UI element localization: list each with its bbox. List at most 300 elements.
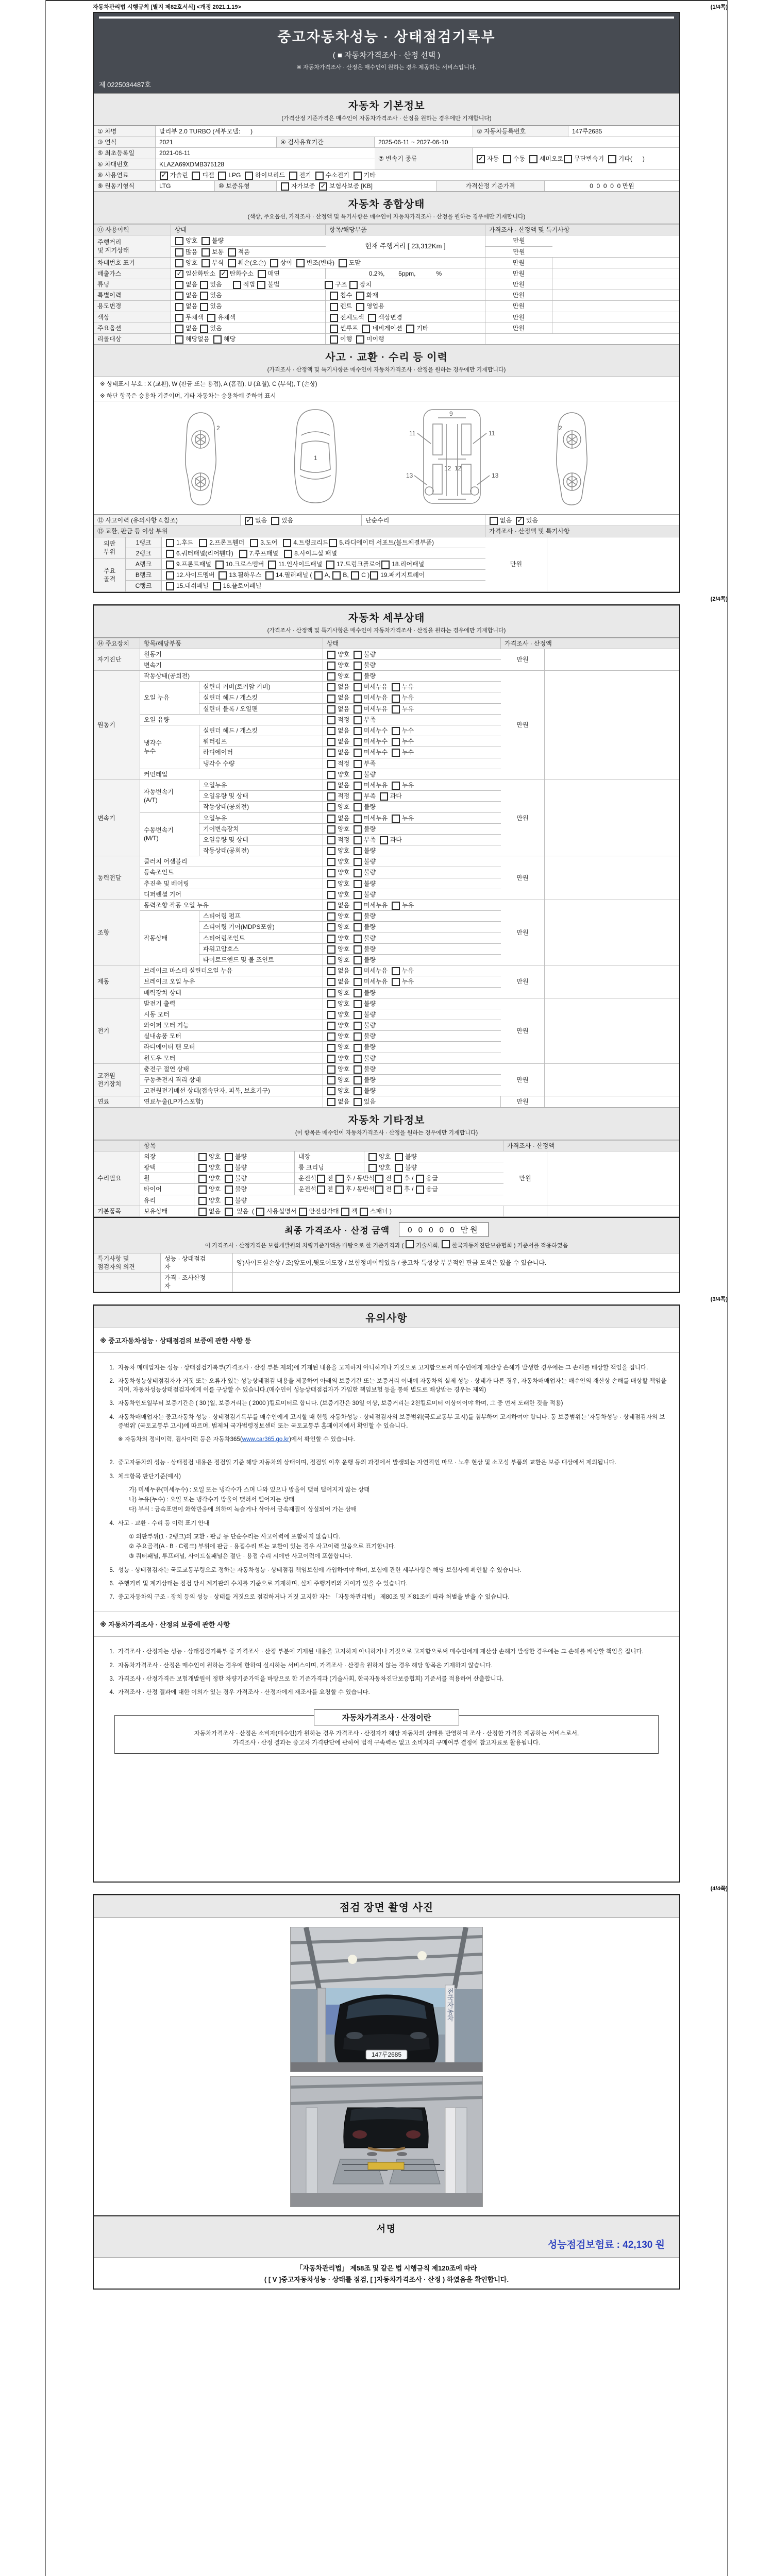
checkbox[interactable] xyxy=(228,259,236,267)
checkbox[interactable] xyxy=(198,1185,207,1194)
checkbox[interactable] xyxy=(381,561,390,569)
checkbox[interactable] xyxy=(175,325,183,333)
checkbox[interactable] xyxy=(327,1098,335,1106)
cell: 라디에이터 팬 모터 xyxy=(140,1041,323,1052)
checkbox[interactable] xyxy=(354,1011,362,1019)
cell: ⑧ 사용연료 xyxy=(94,170,156,180)
checkbox[interactable] xyxy=(213,335,222,344)
checkbox[interactable] xyxy=(192,172,200,180)
cell: 브레이크 오일 누유 xyxy=(140,976,323,987)
cell: 만원 xyxy=(485,323,552,333)
block-page1 xyxy=(93,12,680,593)
checkbox[interactable] xyxy=(354,1032,362,1041)
checkbox[interactable] xyxy=(327,836,335,844)
checkbox[interactable] xyxy=(166,539,174,547)
checkbox[interactable] xyxy=(198,1197,207,1205)
cell: 보유상태 xyxy=(140,1206,194,1216)
checkbox[interactable] xyxy=(327,1044,335,1052)
cell: 만원 xyxy=(485,235,552,246)
checkbox[interactable] xyxy=(199,539,207,547)
cell: 만원 xyxy=(485,290,552,300)
checkbox[interactable] xyxy=(327,1065,335,1074)
checkbox[interactable] xyxy=(327,792,335,801)
checkbox[interactable] xyxy=(354,651,362,659)
checkbox[interactable] xyxy=(317,1175,325,1183)
checkbox[interactable] xyxy=(228,248,236,257)
checkbox[interactable] xyxy=(281,182,289,191)
etc-info-header xyxy=(94,1108,679,1140)
checkbox[interactable] xyxy=(354,912,362,921)
notices-list-3 xyxy=(94,1637,679,1707)
car365-link[interactable]: www.car365.go.kr xyxy=(242,1436,290,1443)
cell xyxy=(503,1206,547,1216)
checkbox[interactable] xyxy=(354,705,362,714)
cell: 실내송풍 모터 xyxy=(140,1030,323,1041)
checkbox[interactable] xyxy=(327,858,335,866)
inspection-insurance-fee: 성능점검보험료 : 42,130 원 xyxy=(547,2239,665,2250)
checkbox[interactable] xyxy=(327,935,335,943)
checkbox[interactable] xyxy=(215,561,224,569)
checkbox[interactable] xyxy=(329,539,337,547)
checkbox[interactable] xyxy=(354,1076,362,1084)
checkbox[interactable] xyxy=(362,325,370,333)
checkbox[interactable] xyxy=(225,1197,233,1205)
cell: 양호 불량 xyxy=(323,856,501,867)
cell: 제동 xyxy=(94,965,140,998)
notice-item: 3. 체크항목 판단기준(예시) xyxy=(109,1473,181,1480)
checkbox[interactable] xyxy=(394,1185,402,1194)
checkbox[interactable] xyxy=(166,561,174,569)
checkbox[interactable] xyxy=(395,1164,403,1172)
cell: 고전원 전기장치 xyxy=(94,1063,140,1096)
cell xyxy=(485,333,679,344)
checkbox[interactable] xyxy=(392,683,400,691)
checkbox[interactable] xyxy=(354,749,362,757)
checkbox[interactable] xyxy=(289,172,297,180)
checkbox[interactable] xyxy=(375,1185,383,1194)
checkbox[interactable] xyxy=(354,989,362,997)
cell: 작동상태(공회전) xyxy=(199,801,323,812)
checkbox[interactable] xyxy=(392,782,400,790)
cell: 양호 불량 xyxy=(323,845,501,856)
cell: 리콜대상 xyxy=(94,333,171,344)
checkbox[interactable] xyxy=(330,314,338,322)
checkbox[interactable] xyxy=(327,825,335,834)
checkbox[interactable] xyxy=(368,314,376,322)
cell: 만원 xyxy=(485,268,552,279)
photo-section-title: 점검 장면 촬영 사진 xyxy=(339,1902,434,1913)
cell xyxy=(545,900,679,965)
checkbox[interactable] xyxy=(327,694,335,703)
checkbox[interactable] xyxy=(392,978,400,986)
cell: 가격산정 기준가격 xyxy=(436,180,545,191)
checkbox[interactable] xyxy=(225,1175,233,1183)
cell: 양호 불량 xyxy=(323,998,501,1009)
checkbox[interactable] xyxy=(392,727,400,735)
cell: 말리부 2.0 TURBO (세부모델: ) xyxy=(156,126,473,137)
detail-status-header xyxy=(94,605,679,638)
checkbox[interactable] xyxy=(245,172,253,180)
checkbox[interactable] xyxy=(327,880,335,888)
checkbox[interactable] xyxy=(392,749,400,757)
cell: 없음 ✓ 있음 xyxy=(485,515,679,526)
checkbox[interactable] xyxy=(368,1153,377,1161)
checkbox[interactable] xyxy=(327,672,335,681)
cell: 변속기 xyxy=(140,659,323,670)
checkbox[interactable] xyxy=(327,1011,335,1019)
checkbox[interactable] xyxy=(175,248,183,257)
cell: 양호 불량 xyxy=(194,1183,295,1194)
checkbox[interactable] xyxy=(200,281,208,289)
checkbox[interactable] xyxy=(198,1175,207,1183)
cell: 12.사이드멤버 13.휠하우스 14.필러패널 ( A, B, C ) 19.패키지트레이 xyxy=(162,569,485,580)
checkbox[interactable] xyxy=(327,738,335,746)
checkbox[interactable] xyxy=(327,727,335,735)
checkbox[interactable] xyxy=(257,281,265,289)
cell: 없음 미세누유 누유 xyxy=(323,965,501,976)
checkbox[interactable] xyxy=(330,303,338,311)
checkbox[interactable] xyxy=(354,1055,362,1063)
checkbox[interactable] xyxy=(327,716,335,724)
checkbox[interactable] xyxy=(354,694,362,703)
checkbox[interactable] xyxy=(166,550,174,558)
cell: 무채색 유채색 xyxy=(171,312,326,323)
cell: 1.후드 2.프론트휀더 3.도어 4.트렁크리드 5.라디에이터 서포트(볼트체결부품) xyxy=(162,537,485,548)
cell: 충전구 절연 상태 xyxy=(140,1063,323,1074)
checkbox[interactable] xyxy=(314,571,323,580)
checkbox[interactable] xyxy=(271,517,279,525)
checkbox[interactable] xyxy=(354,803,362,811)
checkbox[interactable] xyxy=(327,1087,335,1095)
checkbox[interactable] xyxy=(256,1208,264,1216)
checkbox[interactable] xyxy=(354,902,362,910)
checkbox-checked[interactable]: ✓ xyxy=(160,172,168,180)
checkbox[interactable] xyxy=(283,539,291,547)
checkbox[interactable] xyxy=(356,335,364,344)
checkbox-checked[interactable]: ✓ xyxy=(319,182,327,191)
checkbox[interactable] xyxy=(201,248,210,257)
checkbox[interactable] xyxy=(354,727,362,735)
checkbox[interactable] xyxy=(327,760,335,768)
detail-status-title: 자동차 세부상태 xyxy=(348,612,425,624)
checkbox[interactable] xyxy=(326,561,334,569)
checkbox[interactable] xyxy=(330,325,338,333)
cell: 가격조사 · 산정액 xyxy=(503,1140,679,1151)
checkbox[interactable] xyxy=(201,259,210,267)
checkbox[interactable] xyxy=(198,1208,207,1216)
checkbox-checked[interactable]: ✓ xyxy=(516,517,524,525)
checkbox[interactable] xyxy=(392,902,400,910)
checkbox[interactable] xyxy=(327,945,335,954)
checkbox[interactable] xyxy=(354,880,362,888)
checkbox[interactable] xyxy=(219,571,227,580)
checkbox[interactable] xyxy=(370,571,378,580)
checkbox[interactable] xyxy=(354,1022,362,1030)
cell: 해당없음 해당 xyxy=(171,333,326,344)
checkbox[interactable] xyxy=(608,155,616,163)
checkbox[interactable] xyxy=(354,1000,362,1008)
checkbox[interactable] xyxy=(327,978,335,986)
cell: 적정 부족 과다 xyxy=(323,834,501,845)
cell: 만원 xyxy=(501,1063,545,1096)
checkbox-checked[interactable]: ✓ xyxy=(245,517,253,525)
checkbox[interactable] xyxy=(395,1153,403,1161)
accident-history-subtitle: (가격조사 · 산정액 및 특기사항은 매수인이 자동차가격조사 · 산정을 원하는 경우에만 기재합니다) xyxy=(267,367,506,374)
checkbox[interactable] xyxy=(218,172,226,180)
checkbox[interactable] xyxy=(317,1185,325,1194)
license-plate-text: 147루2685 xyxy=(371,2050,402,2058)
checkbox[interactable] xyxy=(327,891,335,899)
confirmation-line-1: 「자동차관리법」 제58조 및 같은 법 시행규칙 제120조에 따라 xyxy=(296,2264,477,2272)
checkbox[interactable] xyxy=(339,259,347,267)
checkbox[interactable] xyxy=(327,749,335,757)
checkbox[interactable] xyxy=(442,1240,450,1248)
cell: 만원 xyxy=(501,649,545,670)
page-frame-left xyxy=(45,0,46,2576)
cell: 양호 불량 xyxy=(323,823,501,834)
checkbox-checked[interactable]: ✓ xyxy=(477,155,485,163)
checkbox[interactable] xyxy=(327,1022,335,1030)
checkbox[interactable] xyxy=(354,956,362,964)
checkbox[interactable] xyxy=(368,1164,377,1172)
checkbox[interactable] xyxy=(354,858,362,866)
checkbox[interactable] xyxy=(354,662,362,670)
checkbox[interactable] xyxy=(327,705,335,714)
checkbox[interactable] xyxy=(354,1044,362,1052)
checkbox[interactable] xyxy=(354,1065,362,1074)
checkbox[interactable] xyxy=(175,314,183,322)
checkbox[interactable] xyxy=(166,571,174,580)
checkbox[interactable] xyxy=(327,869,335,877)
checkbox[interactable] xyxy=(354,967,362,975)
checkbox[interactable] xyxy=(175,335,183,344)
cell: 양호 부식 훼손(오손) 상이 변조(변타) 도말 xyxy=(171,257,485,268)
cell: 내장 xyxy=(295,1151,364,1162)
checkbox[interactable] xyxy=(330,335,338,344)
checkbox[interactable] xyxy=(332,571,341,580)
checkbox[interactable] xyxy=(327,651,335,659)
checkbox[interactable] xyxy=(265,571,274,580)
checkbox[interactable] xyxy=(394,1175,402,1183)
checkbox[interactable] xyxy=(354,923,362,931)
checkbox[interactable] xyxy=(341,1208,349,1216)
cell: 없음 미세누유 누유 xyxy=(323,900,501,910)
checkbox[interactable] xyxy=(503,155,511,163)
checkbox[interactable] xyxy=(225,1208,233,1216)
checkbox[interactable] xyxy=(200,303,208,311)
checkbox[interactable] xyxy=(354,945,362,954)
cell: 연료누출(LP가스포함) xyxy=(140,1096,323,1107)
checkbox[interactable] xyxy=(354,1087,362,1095)
cell: 성능 · 상태점검 자 xyxy=(161,1253,233,1272)
checkbox[interactable] xyxy=(354,825,362,834)
checkbox[interactable] xyxy=(327,989,335,997)
checkbox[interactable] xyxy=(233,281,241,289)
checkbox[interactable] xyxy=(354,760,362,768)
checkbox[interactable] xyxy=(327,683,335,691)
checkbox[interactable] xyxy=(327,912,335,921)
checkbox[interactable] xyxy=(201,237,210,245)
cell: ⑬ 교환, 판금 등 이상 부위 xyxy=(94,526,485,536)
cell xyxy=(552,235,679,257)
checkbox[interactable] xyxy=(327,662,335,670)
basic-info-table xyxy=(94,126,679,192)
cell: 양호 불량 xyxy=(323,1063,501,1074)
checkbox[interactable] xyxy=(258,270,266,278)
cell: ⑦ 변속기 종류 xyxy=(375,147,473,169)
block-page3 xyxy=(93,1304,680,1883)
checkbox[interactable] xyxy=(335,1185,344,1194)
checkbox[interactable] xyxy=(354,869,362,877)
checkbox[interactable] xyxy=(354,815,362,823)
checkbox[interactable] xyxy=(200,292,208,300)
checkbox[interactable] xyxy=(327,771,335,779)
checkbox[interactable] xyxy=(392,694,400,703)
checkbox[interactable] xyxy=(406,1240,414,1248)
cell: 양호 불량 xyxy=(323,987,501,998)
cell: 양호 불량 xyxy=(323,1053,501,1063)
checkbox[interactable] xyxy=(564,155,572,163)
checkbox[interactable] xyxy=(356,303,364,311)
cell: 동력조향 작동 오일 누유 xyxy=(140,900,323,910)
checkbox[interactable] xyxy=(239,550,247,558)
checkbox[interactable] xyxy=(327,1055,335,1063)
checkbox[interactable] xyxy=(315,172,324,180)
checkbox[interactable] xyxy=(354,891,362,899)
cell: 타이로드엔드 및 볼 조인트 xyxy=(199,954,323,965)
confirmation-line-2: ( [ V ]중고자동차성능 · 상태를 점검, [ ]자동차가격조사 · 산정 ) 하였음을 확인합니다. xyxy=(264,2275,509,2283)
checkbox[interactable] xyxy=(392,738,400,746)
checkbox[interactable] xyxy=(354,935,362,943)
inspector-opinion-table xyxy=(94,1253,679,1292)
checkbox[interactable] xyxy=(356,292,364,300)
checkbox[interactable] xyxy=(175,259,183,267)
checkbox[interactable] xyxy=(296,259,305,267)
checkbox[interactable] xyxy=(354,836,362,844)
checkbox[interactable] xyxy=(354,792,362,801)
checkbox-checked[interactable]: ✓ xyxy=(175,270,183,278)
checkbox[interactable] xyxy=(327,803,335,811)
checkbox[interactable] xyxy=(354,738,362,746)
checkbox[interactable] xyxy=(354,672,362,681)
checkbox[interactable] xyxy=(490,517,498,525)
checkbox[interactable] xyxy=(225,1153,233,1161)
car-outline-views-icon xyxy=(94,403,679,510)
checkbox[interactable] xyxy=(327,847,335,855)
checkbox[interactable] xyxy=(354,782,362,790)
checkbox[interactable] xyxy=(327,815,335,823)
page-marker-4: (4/4쪽) xyxy=(710,1885,728,1892)
checkbox[interactable] xyxy=(416,1175,424,1183)
notice-item: 1. 자동차 매매업자는 성능 · 상태점검기록부(가격조사 · 산정 부분 제외)에 기재된 내용을 고지하지 아니하거나 거짓으로 고지함으로써 매수인에게 재산상 손해가 발생한 경우에는 그 손해를 배상할 책임을 집니다. xyxy=(109,1364,648,1371)
cell: ⑩ 보증유형 xyxy=(215,180,277,191)
checkbox[interactable] xyxy=(175,303,183,311)
checkbox[interactable] xyxy=(175,237,183,245)
checkbox[interactable] xyxy=(392,815,400,823)
cell: 양호 불량 xyxy=(323,801,501,812)
checkbox[interactable] xyxy=(529,155,537,163)
svg-text:2: 2 xyxy=(559,425,562,432)
checkbox[interactable] xyxy=(335,1175,344,1183)
cell: 휠 xyxy=(140,1173,194,1183)
cell xyxy=(552,312,679,323)
checkbox[interactable] xyxy=(327,967,335,975)
checkbox[interactable] xyxy=(354,683,362,691)
checkbox[interactable] xyxy=(354,771,362,779)
checkbox[interactable] xyxy=(330,292,338,300)
checkbox[interactable] xyxy=(175,281,183,289)
document-subtitle: ( ■ 자동차가격조사 · 산정 선택 ) xyxy=(332,51,441,60)
cell: 상태 xyxy=(171,224,326,235)
checkbox[interactable] xyxy=(166,582,174,590)
checkbox[interactable] xyxy=(416,1185,424,1194)
checkbox[interactable] xyxy=(284,550,292,558)
cell: 자가보증 ✓ 보험사보증 [KB] xyxy=(277,180,436,191)
cell: 가격조사 · 산정액 및 특기사항 xyxy=(485,526,679,536)
checkbox[interactable] xyxy=(175,292,183,300)
checkbox[interactable] xyxy=(360,1208,368,1216)
checkbox[interactable] xyxy=(250,539,258,547)
checkbox[interactable] xyxy=(349,281,358,289)
checkbox[interactable] xyxy=(327,1000,335,1008)
checkbox[interactable] xyxy=(225,1185,233,1194)
cell: 양호 불량 xyxy=(323,1009,501,1020)
cell: 가격 · 조사산정 자 xyxy=(161,1272,233,1291)
checkbox-checked[interactable]: ✓ xyxy=(220,270,228,278)
checkbox[interactable] xyxy=(198,1153,207,1161)
checkbox[interactable] xyxy=(327,1076,335,1084)
checkbox[interactable] xyxy=(351,571,359,580)
checkbox[interactable] xyxy=(327,782,335,790)
checkbox[interactable] xyxy=(354,1098,362,1106)
cell xyxy=(545,998,679,1063)
checkbox[interactable] xyxy=(327,902,335,910)
cell xyxy=(552,279,679,290)
checkbox[interactable] xyxy=(268,561,276,569)
checkbox[interactable] xyxy=(354,978,362,986)
form-regulation-ref: 자동차관리법 시행규칙 [별지 제82호서식] <개정 2021.1.19> xyxy=(93,4,241,10)
checkbox[interactable] xyxy=(327,923,335,931)
checkbox[interactable] xyxy=(207,314,215,322)
checkbox[interactable] xyxy=(354,716,362,724)
cell: 없음 있음 적법 불법 구조 장치 xyxy=(171,279,485,290)
checkbox[interactable] xyxy=(327,1032,335,1041)
checkbox[interactable] xyxy=(392,705,400,714)
cell: 양호 불량 xyxy=(323,921,501,932)
checkbox[interactable] xyxy=(354,172,362,180)
checkbox[interactable] xyxy=(200,325,208,333)
checkbox[interactable] xyxy=(392,967,400,975)
checkbox[interactable] xyxy=(325,281,333,289)
cell: 외판 부위 xyxy=(94,537,126,558)
checkbox[interactable] xyxy=(406,325,414,333)
cell: 운전석 전 후 / 동반석 전 후 / 응급 xyxy=(295,1183,503,1194)
checkbox[interactable] xyxy=(380,792,388,801)
cell: 가격조사 · 산정액 xyxy=(501,638,679,649)
checkbox[interactable] xyxy=(375,1175,383,1183)
notice-subitem: ② 주요골격(A · B · C랭크) 부위에 판금 · 용접수리 또는 교환이 있는 경우 사고이력 있음으로 표기합니다. xyxy=(129,1544,396,1550)
overall-status-table xyxy=(94,224,679,345)
cell: 전기 xyxy=(94,998,140,1063)
checkbox[interactable] xyxy=(213,582,221,590)
checkbox[interactable] xyxy=(327,956,335,964)
checkbox[interactable] xyxy=(354,847,362,855)
checkbox[interactable] xyxy=(380,836,388,844)
checkbox[interactable] xyxy=(299,1208,307,1216)
checkbox[interactable] xyxy=(270,259,278,267)
checkbox[interactable] xyxy=(198,1164,207,1172)
checkbox[interactable] xyxy=(225,1164,233,1172)
